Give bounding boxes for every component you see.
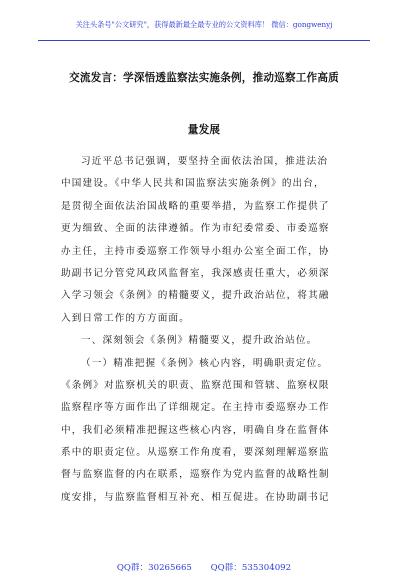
body-line: 入学习领会《条例》的精髓要义，提升政治站位，将其融: [61, 290, 330, 302]
body-line: 《条例》对监察机关的职责、监察范围和管辖、监察权限: [61, 379, 330, 391]
body-line: 中，我们必须精准把握这些核心内容，明确自身在监督体: [61, 424, 330, 436]
footer-contact: [0, 561, 408, 573]
document-body: [61, 151, 349, 509]
footer-qq-group-1: QQ群：30265665: [116, 563, 192, 573]
subsection-heading: （一）精准把握《条例》核心内容，明确职责定位。: [81, 357, 329, 369]
body-line: 助副书记分管党风政风监督室，我深感责任重大，必须深: [61, 267, 330, 279]
body-line: 更为细致、全面的法律遵循。作为市纪委常委、市委巡察: [61, 223, 330, 235]
header-divider: [38, 40, 370, 41]
body-line: 中国建设。《中华人民共和国监察法实施条例》的出台，: [61, 178, 325, 190]
body-line: 习近平总书记强调，要坚持全面依法治国，推进法治: [81, 156, 329, 167]
header-banner: 关注头条号"公文研究"，获得最新最全最专业的公文资料库！ 微信：gongwenyj: [75, 20, 333, 29]
footer-qq-group-2: QQ群：535304092: [210, 563, 292, 573]
section-heading: 一、深刻领会《条例》精髓要义，提升政治站位。: [81, 335, 318, 347]
body-line: 督与监察监督的内在联系，巡察作为党内监督的战略性制: [61, 469, 330, 481]
body-line: 办主任，主持市委巡察工作领导小组办公室全面工作，协: [61, 245, 330, 257]
body-line: 度安排，与监察监督相互补充、相互促进。在协助副书记: [61, 491, 330, 503]
body-line: 系中的职责定位。从巡察工作角度看，要深刻理解巡察监: [61, 447, 330, 459]
body-line: 是贯彻全面依法治国战略的重要举措，为监察工作提供了: [61, 200, 330, 212]
body-line: 入到日常工作的方方面面。: [61, 312, 190, 324]
body-line: 监察程序等方面作出了详细规定。在主持市委巡察办工作: [61, 402, 330, 414]
document-title-line-1: 交流发言：学深悟透监察法实施条例，推动巡察工作高质: [69, 72, 339, 84]
document-title-line-2: 量发展: [187, 124, 221, 136]
